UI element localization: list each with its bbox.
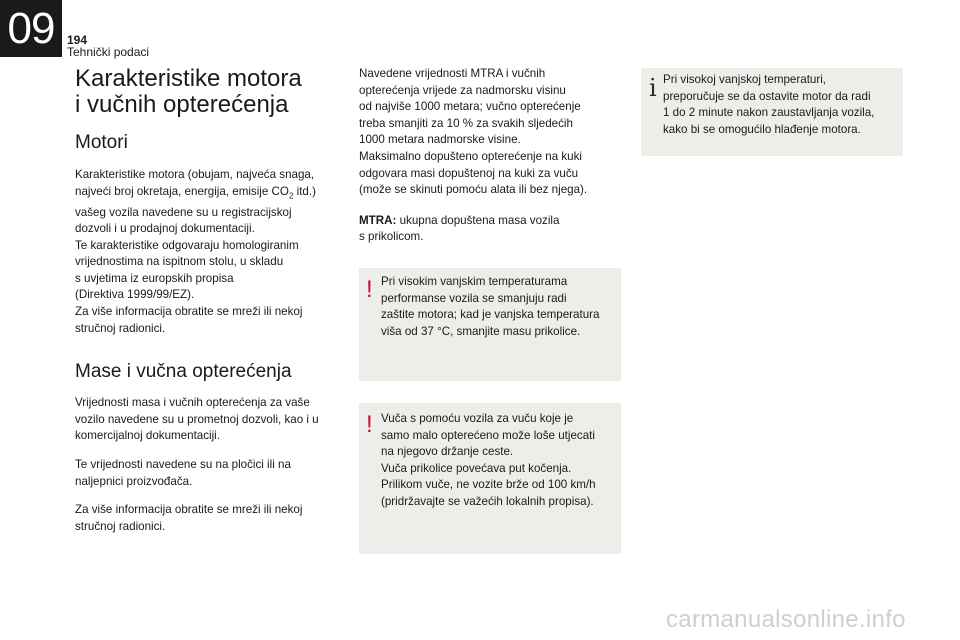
warning-box-towing: ! Vuča s pomoću vozila za vuču koje je samo malo opterećeno može loše utjecati na njegovo držanje ceste. Vuča prikolice povećava put kočenja. Prilikom vuče, ne vozite brže od 100 km/h (pridržavajte se važećih lokalnih propisa).: [359, 403, 621, 554]
page-number: 194: [67, 33, 88, 47]
masses-paragraph-2: Te vrijednosti navedene su na pločici ili na naljepnici proizvođača.: [75, 458, 291, 488]
column-middle: [359, 66, 621, 554]
info-icon: i: [649, 74, 657, 102]
column-right: [641, 68, 903, 156]
mtra-definition: MTRA: ukupna dopuštena masa vozila s prikolicom.: [359, 213, 560, 244]
altitude-paragraph: Navedene vrijednosti MTRA i vučnih opterećenja vrijede za nadmorsku visinu od najviše 1000 metara; vučno opterećenje treba smanjiti za 10 % za svakih sljedećih 1000 metara nadmorske visine. Maksimalno dopušteno opterećenje na kuki odgovara masi dopuštenoj na kuki za vuču (može se skinuti pomoću alata ili bez njega).: [359, 67, 588, 197]
info-box-cooling: i Pri visokoj vanjskoj temperaturi, preporučuje se da ostavite motor da radi 1 do 2 minute nakon zaustavljanja vozila, kako bi se omogućilo hlađenje motora.: [641, 68, 903, 156]
watermark: carmanualsonline.info: [666, 606, 906, 633]
warning-box-temperature: ! Pri visokim vanjskim temperaturama performanse vozila se smanjuju radi zaštite motora; kad je vanjska temperatura viša od 37 °C, smanjite masu prikolice.: [359, 268, 621, 381]
chapter-tab: 09: [0, 0, 62, 57]
engines-paragraph: Karakteristike motora (obujam, najveća snaga, najveći broj okretaja, energija, emisije $CO_2$ itd.) vašeg vozila navedene su u registracijskoj dozvoli i u prodajnoj dokumentaciji. Te karakteristike odgovaraju homologiranim vrijednostima na ispitnom stolu, u skladu s uvjetima iz europskih propisa (Direktiva 1999/99/EZ). Za više informacija obratite se mreži ili nekoj stručnoj radionici.: [75, 168, 316, 335]
engines-heading: Motori: [75, 132, 128, 153]
masses-paragraph-3: Za više informacija obratite se mreži ili nekoj stručnoj radionici.: [75, 503, 303, 533]
mtra-label: MTRA:: [359, 213, 397, 227]
column-left: [75, 66, 340, 547]
masses-heading: Mase i vučna opterećenja: [75, 361, 292, 383]
warning-exclamation-icon: !: [366, 275, 373, 303]
page-title: Karakteristike motora i vučnih opterećenja: [75, 65, 302, 118]
section-name: Tehnički podaci: [67, 45, 150, 59]
masses-paragraph-1: Vrijednosti masa i vučnih opterećenja za vaše vozilo navedene su u prometnoj dozvoli, kao i u komercijalnoj dokumentaciji.: [75, 396, 319, 443]
warning-exclamation-icon: !: [366, 410, 373, 438]
